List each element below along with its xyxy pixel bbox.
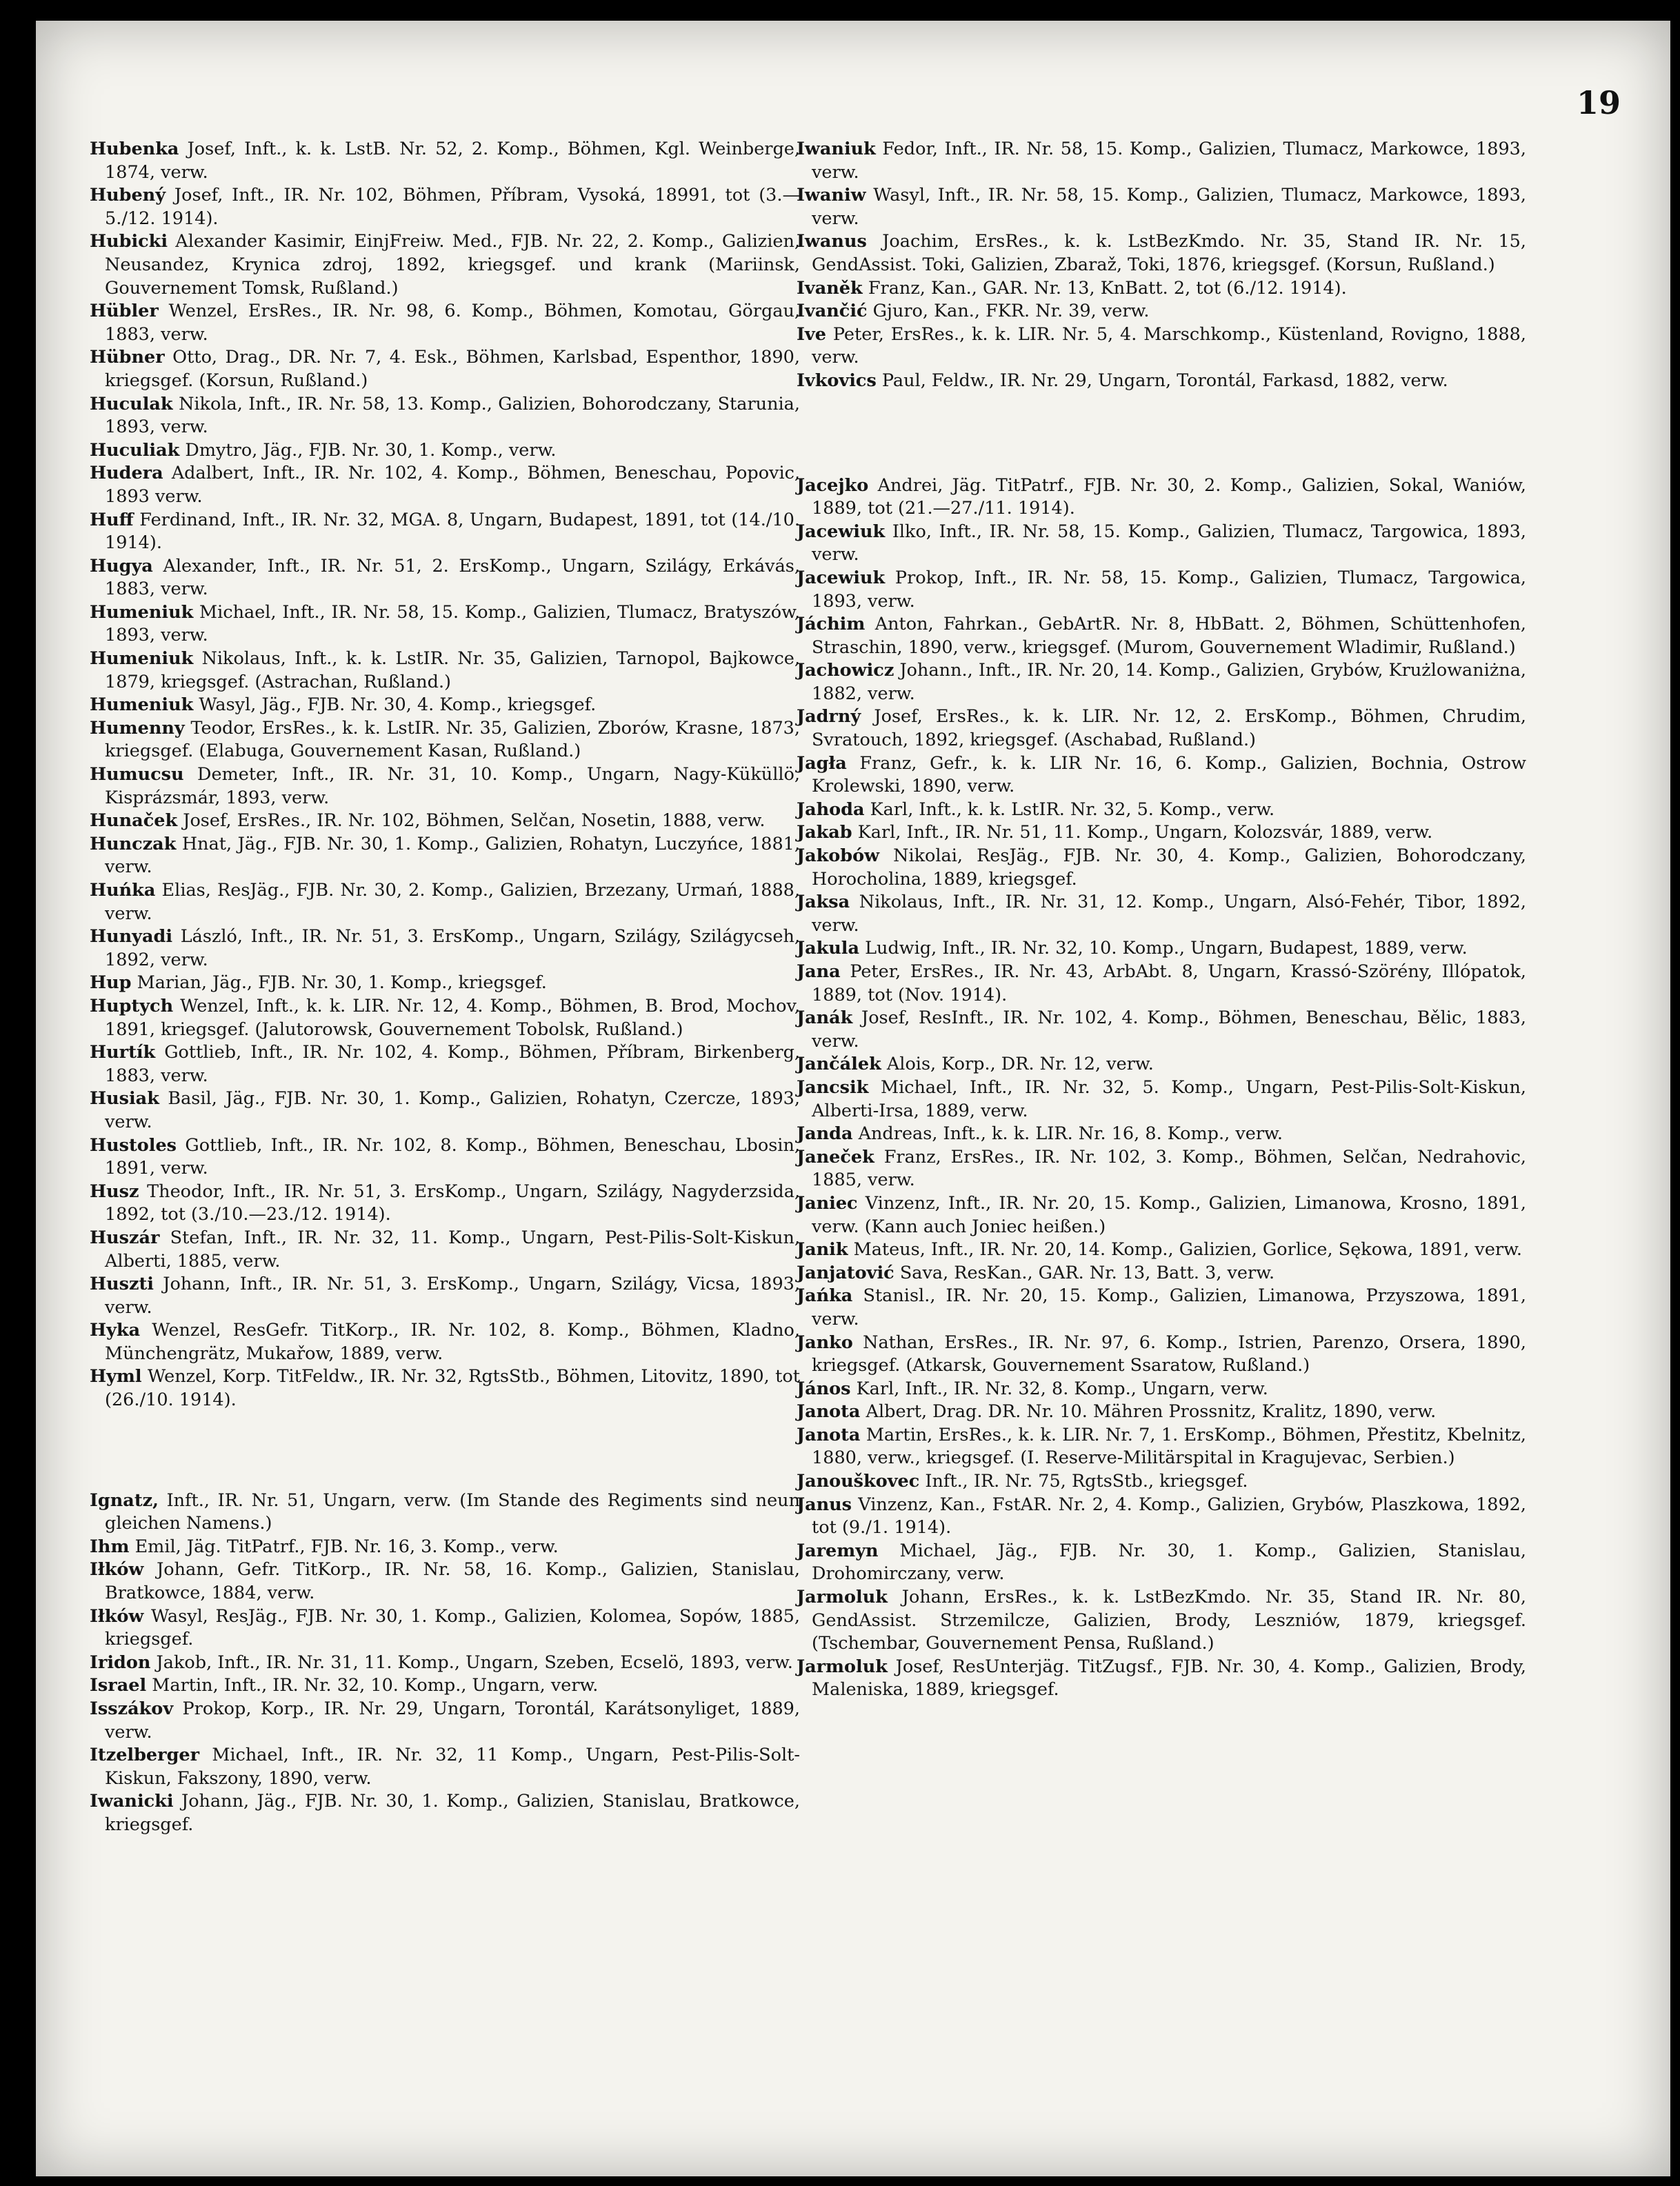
list-item: János Karl, Inft., IR. Nr. 32, 8. Komp., Ungarn, verw. [797, 1378, 1268, 1399]
list-item: Janda Andreas, Inft., k. k. LIR. Nr. 16, 8. Komp., verw. [797, 1123, 1283, 1145]
list-item: Janko Nathan, ErsRes., IR. Nr. 97, 6. Komp., Istrien, Parenzo, Orsera, 1890, kriegsgef. (Atkarsk, Gouvernement Ssaratow, Rußland.) [797, 1332, 1526, 1376]
list-item: Hyml Wenzel, Korp. TitFeldw., IR. Nr. 32, RgtsStb., Böhmen, Litovitz, 1890, tot (26./10. 1914). [90, 1366, 800, 1411]
list-item: Husiak Basil, Jäg., FJB. Nr. 30, 1. Komp., Galizien, Rohatyn, Czercze, 1893, verw. [90, 1088, 800, 1132]
list-item: Huptych Wenzel, Inft., k. k. LIR. Nr. 12, 4. Komp., Böhmen, B. Brod, Mochov, 1891, kriegsgef. (Jalutorowsk, Gouvernement Tobolsk, Rußland.) [90, 995, 800, 1040]
document-page [36, 21, 1670, 2176]
list-item: Hurtík Gottlieb, Inft., IR. Nr. 102, 4. Komp., Böhmen, Příbram, Birkenberg, 1883, verw. [90, 1042, 800, 1086]
list-item: Iłków Johann, Gefr. TitKorp., IR. Nr. 58, 16. Komp., Galizien, Stanislau, Bratkowce, 1884, verw. [90, 1559, 801, 1604]
list-item: Hübner Otto, Drag., DR. Nr. 7, 4. Esk., Böhmen, Karlsbad, Espenthor, 1890, kriegsgef. (Korsun, Rußland.) [90, 347, 800, 391]
list-item: Jahoda Karl, Inft., k. k. LstIR. Nr. 32, 5. Komp., verw. [797, 799, 1275, 820]
list-item: Jančálek Alois, Korp., DR. Nr. 12, verw. [797, 1054, 1154, 1075]
list-item: Janota Albert, Drag. DR. Nr. 10. Mähren Prossnitz, Kralitz, 1890, verw. [797, 1401, 1437, 1423]
list-item: Israel Martin, Inft., IR. Nr. 32, 10. Komp., Ungarn, verw. [90, 1675, 599, 1696]
list-item: Huszti Johann, Inft., IR. Nr. 51, 3. ErsKomp., Ungarn, Szilágy, Vicsa, 1893, verw. [90, 1274, 801, 1318]
left-column [90, 138, 800, 1837]
list-item: Huculak Nikola, Inft., IR. Nr. 58, 13. Komp., Galizien, Bohorodczany, Starunia, 1893, verw. [90, 393, 800, 438]
list-item: Hunyadi László, Inft., IR. Nr. 51, 3. ErsKomp., Ungarn, Szilágy, Szilágycseh, 1892, verw. [90, 926, 801, 970]
list-item: Ive Peter, ErsRes., k. k. LIR. Nr. 5, 4. Marschkomp., Küstenland, Rovigno, 1888, verw. [797, 323, 1526, 368]
section-gap [797, 393, 1526, 474]
list-item: Jakula Ludwig, Inft., IR. Nr. 32, 10. Komp., Ungarn, Budapest, 1889, verw. [797, 938, 1468, 959]
list-item: Iwaniw Wasyl, Inft., IR. Nr. 58, 15. Komp., Galizien, Tlumacz, Markowce, 1893, verw. [797, 185, 1526, 229]
list-item: Isszákov Prokop, Korp., IR. Nr. 29, Ungarn, Torontál, Karátsonyliget, 1889, verw. [90, 1698, 801, 1743]
list-item: Huculiak Dmytro, Jäg., FJB. Nr. 30, 1. Komp., verw. [90, 439, 557, 461]
list-item: Huńka Elias, ResJäg., FJB. Nr. 30, 2. Komp., Galizien, Brzezany, Urmań, 1888, verw. [90, 880, 800, 924]
list-item: Jáchim Anton, Fahrkan., GebArtR. Nr. 8, HbBatt. 2, Böhmen, Schüttenhofen, Straschin, 1890, verw., kriegsgef. (Murom, Gouvernement Wladimir, Rußland.) [797, 614, 1526, 658]
list-item: Humenny Teodor, ErsRes., k. k. LstIR. Nr. 35, Galizien, Zborów, Krasne, 1873, kriegsgef. (Elabuga, Gouvernement Kasan, Rußland.) [90, 717, 801, 762]
list-item: Huff Ferdinand, Inft., IR. Nr. 32, MGA. 8, Ungarn, Budapest, 1891, tot (14./10. 1914). [90, 509, 800, 554]
list-item: Hunczak Hnat, Jäg., FJB. Nr. 30, 1. Komp., Galizien, Rohatyn, Luczyńce, 1881, verw. [90, 833, 801, 878]
entry-group-j [797, 474, 1526, 1702]
list-item: Janus Vinzenz, Kan., FstAR. Nr. 2, 4. Komp., Galizien, Grybów, Plaszkowa, 1892, tot (9./1. 1914). [797, 1494, 1527, 1538]
list-item: Ivkovics Paul, Feldw., IR. Nr. 29, Ungarn, Torontál, Farkasd, 1882, verw. [797, 370, 1448, 391]
list-item: Iridon Jakob, Inft., IR. Nr. 31, 11. Komp., Ungarn, Szeben, Ecselö, 1893, verw. [90, 1652, 793, 1673]
list-item: Jaremyn Michael, Jäg., FJB. Nr. 30, 1. Komp., Galizien, Stanislau, Drohomirczany, verw. [797, 1540, 1527, 1585]
entry-group-i-right [797, 138, 1526, 393]
list-item: Iłków Wasyl, ResJäg., FJB. Nr. 30, 1. Komp., Galizien, Kolomea, Sopów, 1885, kriegsgef. [90, 1605, 800, 1650]
list-item: Janiec Vinzenz, Inft., IR. Nr. 20, 15. Komp., Galizien, Limanowa, Krosno, 1891, verw. (Kann auch Joniec heißen.) [797, 1192, 1527, 1237]
list-item: Humeniuk Michael, Inft., IR. Nr. 58, 15. Komp., Galizien, Tlumacz, Bratyszów, 1893, verw. [90, 601, 800, 646]
list-item: Hübler Wenzel, ErsRes., IR. Nr. 98, 6. Komp., Böhmen, Komotau, Görgau, 1883, verw. [90, 301, 800, 345]
list-item: Humucsu Demeter, Inft., IR. Nr. 31, 10. Komp., Ungarn, Nagy-Küküllö, Kisprázsmár, 1893, verw. [90, 764, 800, 808]
list-item: Jacewiuk Prokop, Inft., IR. Nr. 58, 15. Komp., Galizien, Tlumacz, Targowica, 1893, verw. [797, 567, 1527, 612]
list-item: Jagła Franz, Gefr., k. k. LIR Nr. 16, 6. Komp., Galizien, Bochnia, Ostrow Krolewski, 1890, verw. [797, 752, 1526, 797]
list-item: Jarmoluk Johann, ErsRes., k. k. LstBezKmdo. Nr. 35, Stand IR. Nr. 80, GendAssist. Strzemilcze, Galizien, Brody, Leszniów, 1879, kriegsgef. (Tschembar, Gouvernement Pensa, Rußland.) [797, 1587, 1527, 1654]
list-item: Hunaček Josef, ErsRes., IR. Nr. 102, Böhmen, Selčan, Nosetin, 1888, verw. [90, 810, 766, 832]
list-item: Huszár Stefan, Inft., IR. Nr. 32, 11. Komp., Ungarn, Pest-Pilis-Solt-Kiskun, Alberti, 1885, verw. [90, 1227, 800, 1272]
list-item: Janák Josef, ResInft., IR. Nr. 102, 4. Komp., Böhmen, Beneschau, Bělic, 1883, verw. [797, 1007, 1527, 1052]
list-item: Jańka Stanisl., IR. Nr. 20, 15. Komp., Galizien, Limanowa, Przyszowa, 1891, verw. [797, 1285, 1526, 1330]
list-item: Janjatović Sava, ResKan., GAR. Nr. 13, Batt. 3, verw. [797, 1262, 1275, 1283]
list-item: Itzelberger Michael, Inft., IR. Nr. 32, 11 Komp., Ungarn, Pest-Pilis-Solt-Kiskun, Fakszony, 1890, verw. [90, 1745, 801, 1789]
list-item: Jakobów Nikolai, ResJäg., FJB. Nr. 30, 4. Komp., Galizien, Bohorodczany, Horocholina, 1889, kriegsgef. [797, 845, 1526, 890]
list-item: Janeček Franz, ErsRes., IR. Nr. 102, 3. Komp., Böhmen, Selčan, Nedrahovic, 1885, verw. [797, 1146, 1527, 1191]
list-item: Janik Mateus, Inft., IR. Nr. 20, 14. Komp., Galizien, Gorlice, Sękowa, 1891, verw. [797, 1239, 1523, 1261]
list-item: Janouškovec Inft., IR. Nr. 75, RgtsStb., kriegsgef. [797, 1471, 1248, 1492]
list-item: Hubicki Alexander Kasimir, EinjFreiw. Med., FJB. Nr. 22, 2. Komp., Galizien, Neusandez, Krynica zdroj, 1892, kriegsgef. und krank (Mariinsk, Gouvernement Tomsk, Rußland.) [90, 231, 800, 299]
list-item: Hubenka Josef, Inft., k. k. LstB. Nr. 52, 2. Komp., Böhmen, Kgl. Weinberge, 1874, verw. [90, 139, 800, 183]
entry-group-i [90, 1490, 800, 1837]
page-number: 19 [1576, 84, 1621, 121]
list-item: Hup Marian, Jäg., FJB. Nr. 30, 1. Komp., kriegsgef. [90, 972, 547, 994]
list-item: Jadrný Josef, ErsRes., k. k. LIR. Nr. 12, 2. ErsKomp., Böhmen, Chrudim, Svratouch, 1892, kriegsgef. (Aschabad, Rußland.) [797, 706, 1526, 751]
list-item: Ivaněk Franz, Kan., GAR. Nr. 13, KnBatt. 2, tot (6./12. 1914). [797, 277, 1347, 299]
list-item: Iwanicki Johann, Jäg., FJB. Nr. 30, 1. Komp., Galizien, Stanislau, Bratkowce, kriegsgef. [90, 1791, 801, 1835]
list-item: Janota Martin, ErsRes., k. k. LIR. Nr. 7, 1. ErsKomp., Böhmen, Přestitz, Kbelnitz, 1880, verw., kriegsgef. (I. Reserve-Militärspital in Kragujevac, Serbien.) [797, 1424, 1526, 1469]
list-item: Jacewiuk Ilko, Inft., IR. Nr. 58, 15. Komp., Galizien, Tlumacz, Targowica, 1893, verw. [797, 521, 1526, 565]
list-item: Hugya Alexander, Inft., IR. Nr. 51, 2. ErsKomp., Ungarn, Szilágy, Erkávás, 1883, verw. [90, 555, 800, 600]
section-gap [90, 1412, 800, 1490]
list-item: Hustoles Gottlieb, Inft., IR. Nr. 102, 8. Komp., Böhmen, Beneschau, Lbosin, 1891, verw. [90, 1134, 800, 1179]
list-item: Iwaniuk Fedor, Inft., IR. Nr. 58, 15. Komp., Galizien, Tlumacz, Markowce, 1893, verw. [797, 139, 1526, 183]
list-item: Husz Theodor, Inft., IR. Nr. 51, 3. ErsKomp., Ungarn, Szilágy, Nagyderzsida, 1892, tot (3./10.—23./12. 1914). [90, 1181, 800, 1225]
list-item: Jana Peter, ErsRes., IR. Nr. 43, ArbAbt. 8, Ungarn, Krassó-Szörény, Illópatok, 1889, tot (Nov. 1914). [797, 961, 1527, 1005]
list-item: Jachowicz Johann., Inft., IR. Nr. 20, 14. Komp., Galizien, Grybów, Krużlowaniżna, 1882, verw. [797, 660, 1527, 704]
entry-group-h [90, 138, 800, 1412]
list-item: Ivančić Gjuro, Kan., FKR. Nr. 39, verw. [797, 301, 1150, 322]
list-item: Hudera Adalbert, Inft., IR. Nr. 102, 4. Komp., Böhmen, Beneschau, Popovic, 1893 verw. [90, 463, 800, 507]
list-item: Hubený Josef, Inft., IR. Nr. 102, Böhmen, Příbram, Vysoká, 18991, tot (3.—5./12. 1914). [90, 185, 800, 229]
list-item: Ignatz, Inft., IR. Nr. 51, Ungarn, verw. (Im Stande des Regiments sind neun gleichen Namens.) [90, 1490, 801, 1534]
list-item: Jakab Karl, Inft., IR. Nr. 51, 11. Komp., Ungarn, Kolozsvár, 1889, verw. [797, 822, 1433, 843]
list-item: Jaksa Nikolaus, Inft., IR. Nr. 31, 12. Komp., Ungarn, Alsó-Fehér, Tibor, 1892, verw. [797, 892, 1527, 936]
list-item: Jancsik Michael, Inft., IR. Nr. 32, 5. Komp., Ungarn, Pest-Pilis-Solt-Kiskun, Alberti-Irsa, 1889, verw. [797, 1076, 1527, 1121]
list-item: Iwanus Joachim, ErsRes., k. k. LstBezKmdo. Nr. 35, Stand IR. Nr. 15, GendAssist. Toki, Galizien, Zbaraž, Toki, 1876, kriegsgef. (Korsun, Rußland.) [797, 231, 1526, 275]
list-item: Humeniuk Wasyl, Jäg., FJB. Nr. 30, 4. Komp., kriegsgef. [90, 694, 597, 716]
list-item: Humeniuk Nikolaus, Inft., k. k. LstIR. Nr. 35, Galizien, Tarnopol, Bajkowce, 1879, kriegsgef. (Astrachan, Rußland.) [90, 648, 800, 692]
list-item: Jacejko Andrei, Jäg. TitPatrf., FJB. Nr. 30, 2. Komp., Galizien, Sokal, Waniów, 1889, tot (21.—27./11. 1914). [797, 474, 1527, 519]
list-item: Hyka Wenzel, ResGefr. TitKorp., IR. Nr. 102, 8. Komp., Böhmen, Kladno, Münchengrätz, Mukařow, 1889, verw. [90, 1320, 800, 1364]
list-item: Ihm Emil, Jäg. TitPatrf., FJB. Nr. 16, 3. Komp., verw. [90, 1536, 559, 1557]
list-item: Jarmoluk Josef, ResUnterjäg. TitZugsf., FJB. Nr. 30, 4. Komp., Galizien, Brody, Maleniska, 1889, kriegsgef. [797, 1656, 1527, 1701]
right-column [797, 138, 1526, 1702]
